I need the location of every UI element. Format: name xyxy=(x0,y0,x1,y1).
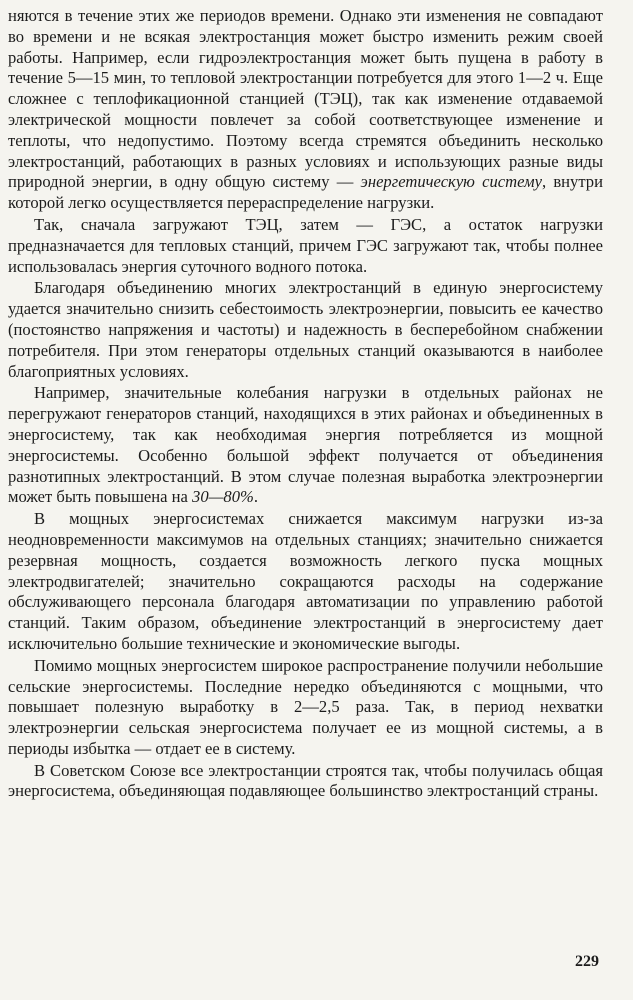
paragraph-example: Например, значительные колебания нагрузки в отдельных районах не перегружают генераторов станций, находящихся в этих районах и объединенных в энергосистему, так как необходимая энергия потребляется из мощной энергосистемы. Особенно большой эффект получается от объединения разнотипных электростанций. В этом случае полезная выработка электроэнергии может быть повышена на 30—80%. xyxy=(8,383,603,507)
paragraph-benefits: Благодаря объединению многих электростанций в единую энергосистему удается значительно снизить себестоимость электроэнергии, повысить ее качество (постоянство напряжения и частоты) и надежность в бесперебойном снабжении потребителя. При этом генераторы отдельных станций оказываются в наиболее благоприятных условиях. xyxy=(8,278,603,381)
paragraph-powerful-systems: В мощных энергосистемах снижается максимум нагрузки из-за неодновременности максимумов на отдельных станциях; значительно снижается резервная мощность, создается возможность легкого пуска мощных электродвигателей; значительно сокращаются расходы на содержание обслуживающего персонала благодаря автоматизации по управлению работой станций. Таким образом, объединение электростанций в энергосистему дает исключительно большие технические и экономические выгоды. xyxy=(8,509,603,653)
page-body xyxy=(8,6,603,802)
percent-range: 30—80% xyxy=(192,487,254,507)
term-energy-system: энергетическую систему xyxy=(360,172,542,192)
paragraph-rural-systems: Помимо мощных энергосистем широкое распространение получили небольшие сельские энергосистемы. Последние нередко объединяются с мощными, что повышает полезную выработку в 2—2,5 раза. Так, в период нехватки электроэнергии сельская энергосистема получает ее из мощной системы, а в периоды избытка — отдает ее в систему. xyxy=(8,655,603,758)
paragraph-load-order: Так, сначала загружают ТЭЦ, затем — ГЭС, а остаток нагрузки предназначается для тепловых станций, причем ГЭС загружают так, чтобы полнее использовалась энергия суточного водного потока. xyxy=(8,214,603,276)
paragraph-soviet-union: В Советском Союзе все электростанции строятся так, чтобы получилась общая энергосистема, объединяющая подавляющее большинство электростанций страны. xyxy=(8,760,603,801)
paragraph-continuation: няются в течение этих же периодов времени. Однако эти изменения не совпадают во времени и не всякая электростанция может быстро изменить режим своей работы. Например, если гидроэлектростанция может быть пущена в работу в течение 5—15 мин, то тепловой электростанции потребуется для этого 1—2 ч. Еще сложнее с теплофикационной станцией (ТЭЦ), так как изменение отдаваемой электрической мощности повлечет за собой соответствующее изменение и теплоты, что недопустимо. Поэтому всегда стремятся объединить несколько электростанций, работающих в разных условиях и использующих разные виды природной энергии, в одну общую систему — энергетическую систему, внутри которой легко осуществляется перераспределение нагрузки. xyxy=(8,6,603,213)
page-number: 229 xyxy=(575,953,599,970)
